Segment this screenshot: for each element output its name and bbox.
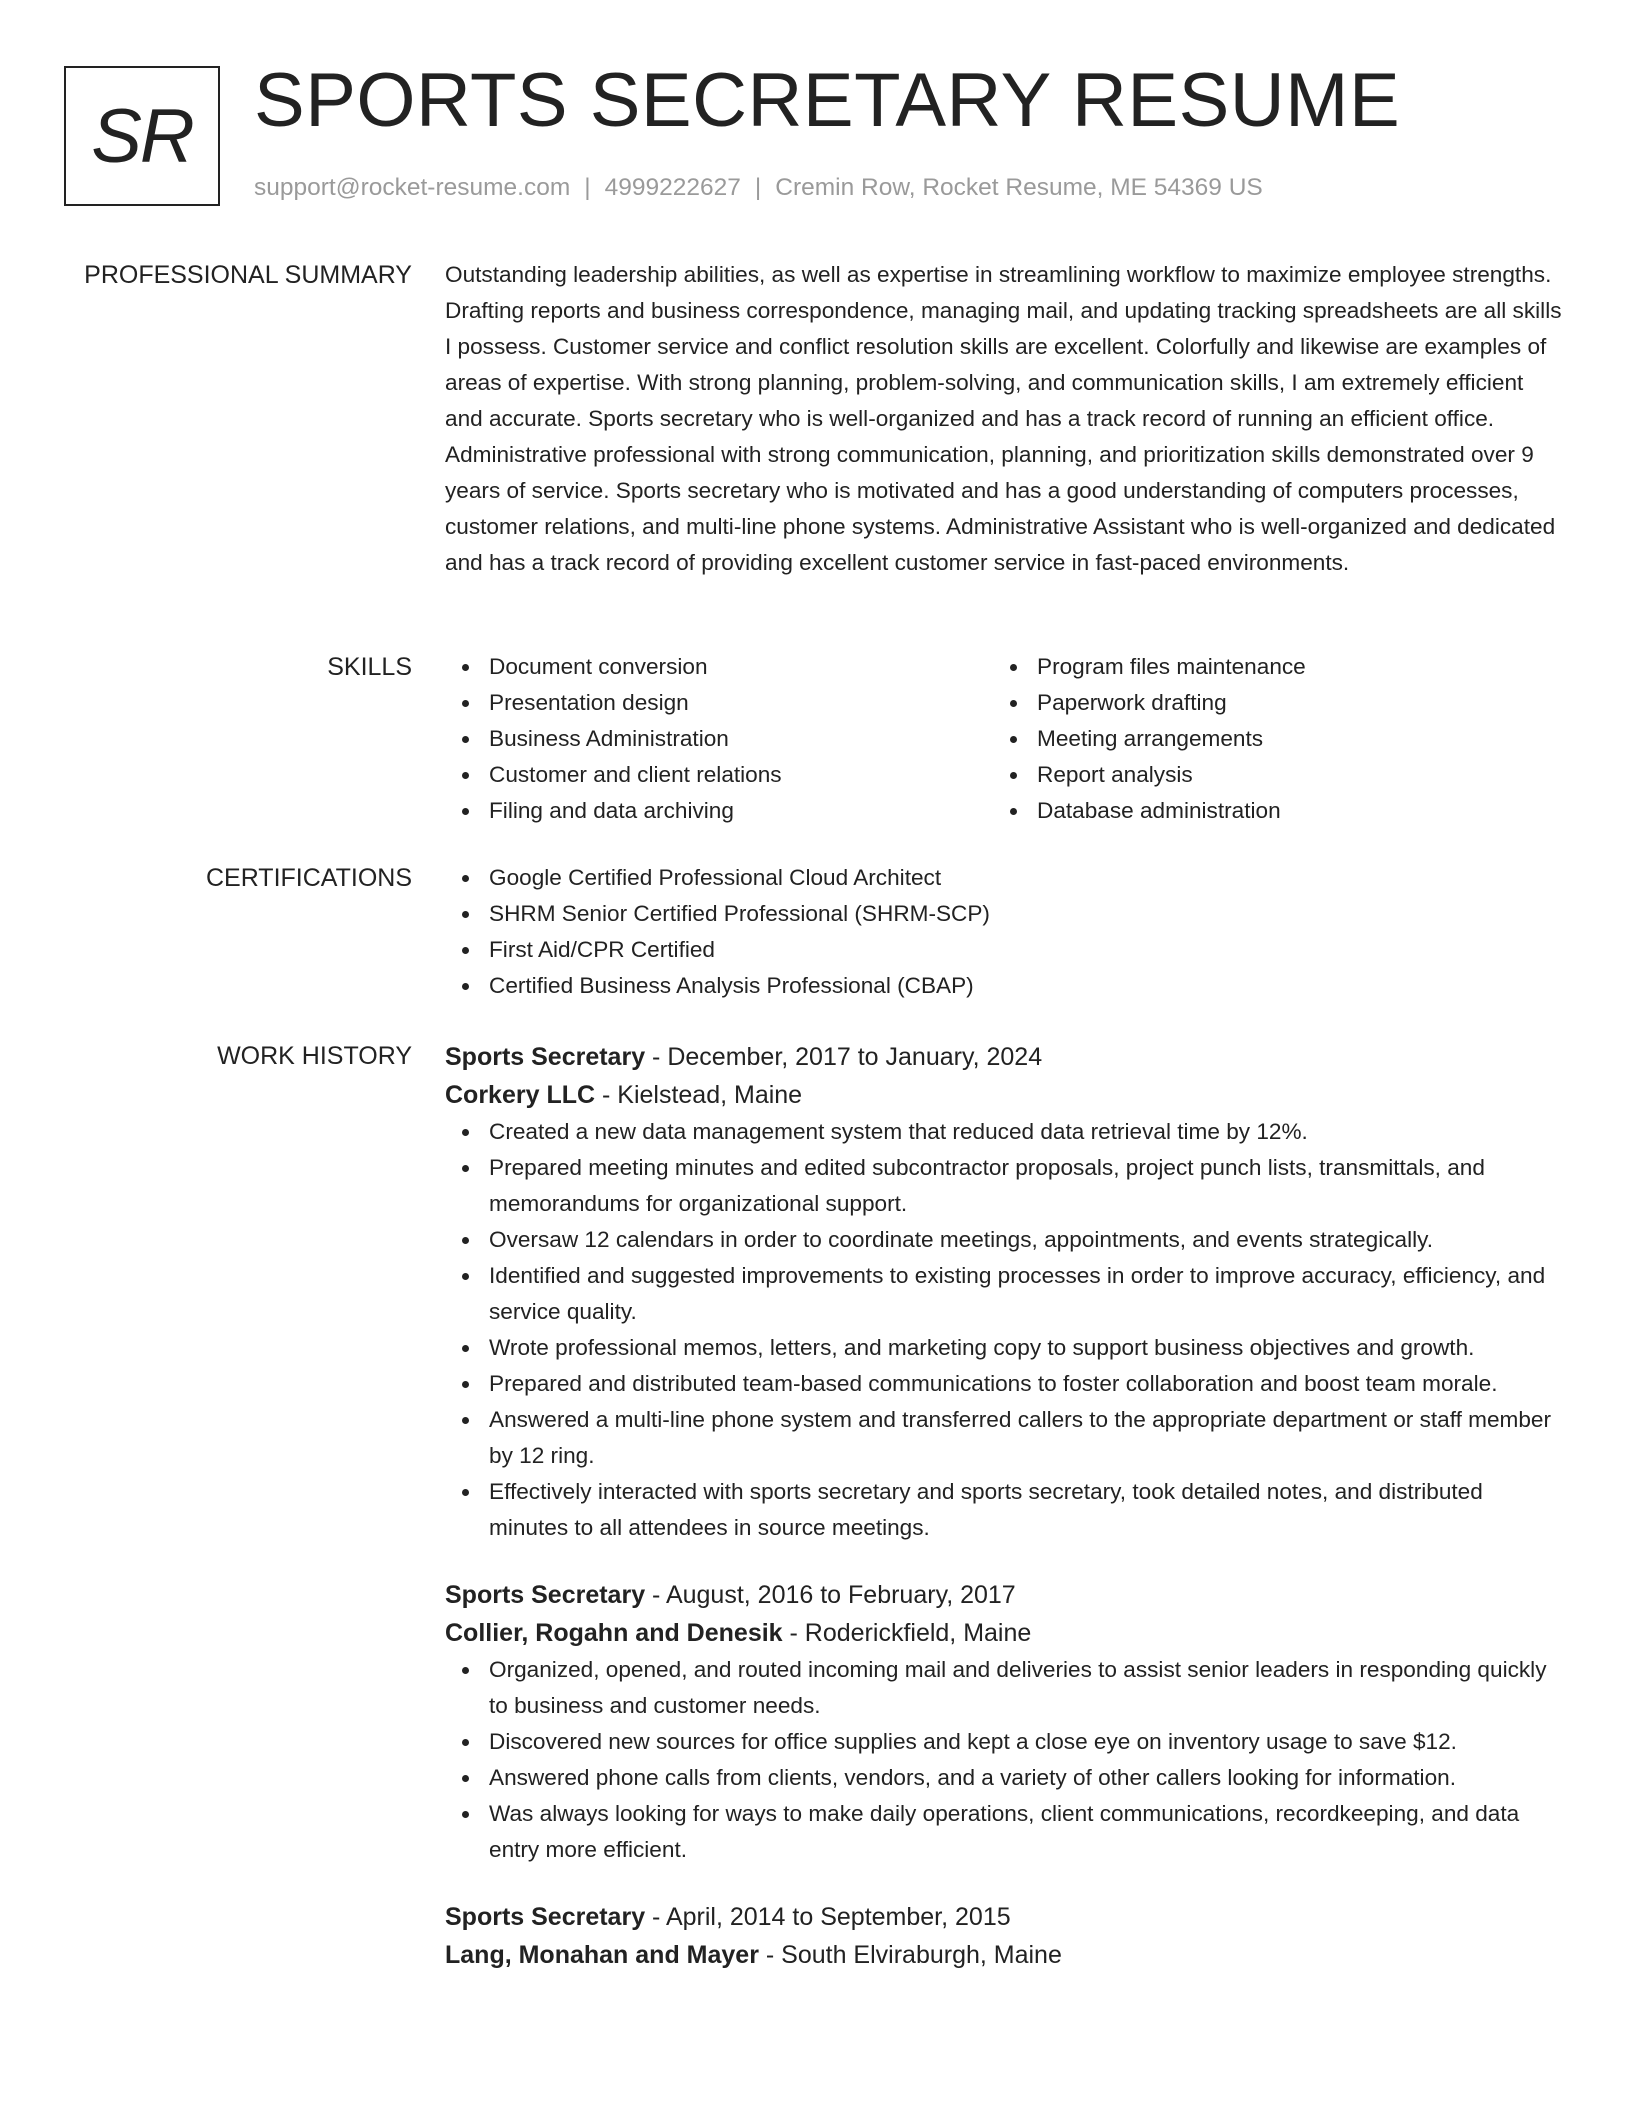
certification-item: SHRM Senior Certified Professional (SHRM-SCP) (445, 896, 1565, 932)
job-dates: - April, 2014 to September, 2015 (645, 1903, 1011, 1931)
skill-item: Report analysis (993, 757, 1541, 793)
job-company: Lang, Monahan and Mayer (445, 1941, 759, 1969)
skill-item: Meeting arrangements (993, 721, 1541, 757)
skills-list-right (993, 649, 1541, 829)
contact-separator: | (754, 174, 762, 201)
job-company-line (445, 1936, 1565, 1974)
skill-item: Customer and client relations (445, 757, 993, 793)
job-company: Collier, Rogahn and Denesik (445, 1619, 783, 1647)
skill-item: Program files maintenance (993, 649, 1541, 685)
job-bullet: Identified and suggested improvements to existing processes in order to improve accuracy, efficiency, and service quality. (445, 1258, 1565, 1330)
job-bullet: Oversaw 12 calendars in order to coordinate meetings, appointments, and events strategically. (445, 1222, 1565, 1258)
job-location: - South Elviraburgh, Maine (758, 1941, 1062, 1969)
job-bullet: Prepared and distributed team-based communications to foster collaboration and boost team morale. (445, 1366, 1565, 1402)
contact-address: Cremin Row, Rocket Resume, ME 54369 US (775, 174, 1263, 201)
summary-body (445, 257, 1565, 581)
certifications-body (445, 860, 1565, 1004)
skill-item: Paperwork drafting (993, 685, 1541, 721)
certification-item: Google Certified Professional Cloud Architect (445, 860, 1565, 896)
job-title-line (445, 1576, 1565, 1614)
job-bullets (445, 1114, 1565, 1546)
job-bullets (445, 1652, 1565, 1868)
certification-item: First Aid/CPR Certified (445, 932, 1565, 968)
skills-grid (445, 649, 1565, 829)
job-bullet: Organized, opened, and routed incoming mail and deliveries to assist senior leaders in responding quickly to business and customer needs. (445, 1652, 1565, 1724)
contact-line (254, 174, 1263, 202)
section-heading-certifications: CERTIFICATIONS (205, 864, 412, 892)
job-title: Sports Secretary (445, 1903, 646, 1931)
skill-item: Business Administration (445, 721, 993, 757)
certification-item: Certified Business Analysis Professional (CBAP) (445, 968, 1565, 1004)
job-company-line (445, 1614, 1565, 1652)
job-bullet: Prepared meeting minutes and edited subcontractor proposals, project punch lists, transmittals, and memorandums for organizational support. (445, 1150, 1565, 1222)
job-entry (445, 1038, 1565, 1546)
job-bullet: Answered a multi-line phone system and transferred callers to the appropriate department or staff member by 12 ring. (445, 1402, 1565, 1474)
job-bullet: Wrote professional memos, letters, and marketing copy to support business objectives and growth. (445, 1330, 1565, 1366)
job-title-line (445, 1038, 1565, 1076)
job-location: - Roderickfield, Maine (782, 1619, 1032, 1647)
job-dates: - August, 2016 to February, 2017 (645, 1581, 1016, 1609)
page-title: SPORTS SECRETARY RESUME (254, 58, 1401, 143)
work-history-body (445, 1038, 1565, 2004)
section-heading-summary: PROFESSIONAL SUMMARY (84, 261, 412, 289)
job-title: Sports Secretary (445, 1043, 646, 1071)
job-title: Sports Secretary (445, 1581, 646, 1609)
section-heading-work-history: WORK HISTORY (217, 1042, 412, 1070)
job-dates: - December, 2017 to January, 2024 (645, 1043, 1043, 1071)
skill-item: Presentation design (445, 685, 993, 721)
job-company-line (445, 1076, 1565, 1114)
summary-text: Outstanding leadership abilities, as well as expertise in streamlining workflow to maximize employee strengths. Drafting reports and business correspondence, managing mail, and updating tracking spreadsheets are all skills I possess. Customer service and conflict resolution skills are excellent. Colorfully and likewise are examples of areas of expertise. With strong planning, problem-solving, and communication skills, I am extremely efficient and accurate. Sports secretary who is well-organized and has a track record of running an efficient office. Administrative professional with strong communication, planning, and prioritization skills demonstrated over 9 years of service. Sports secretary who is motivated and has a good understanding of computers processes, customer relations, and multi-line phone systems. Administrative Assistant who is well-organized and dedicated and has a track record of providing excellent customer service in fast-paced environments. (445, 262, 1562, 575)
job-bullet: Discovered new sources for office supplies and kept a close eye on inventory usage to save $12. (445, 1724, 1565, 1760)
skills-list-left (445, 649, 993, 829)
job-company: Corkery LLC (445, 1081, 596, 1109)
job-entry (445, 1898, 1565, 1974)
job-bullet: Was always looking for ways to make daily operations, client communications, recordkeeping, and data entry more efficient. (445, 1796, 1565, 1868)
job-title-line (445, 1898, 1565, 1936)
monogram-logo: SR (64, 66, 220, 206)
job-bullet: Created a new data management system that reduced data retrieval time by 12%. (445, 1114, 1565, 1150)
contact-separator: | (584, 174, 591, 201)
skill-item: Document conversion (445, 649, 993, 685)
job-entry (445, 1576, 1565, 1868)
skill-item: Database administration (993, 793, 1541, 829)
contact-email: support@rocket-resume.com (254, 174, 571, 201)
job-bullet: Answered phone calls from clients, vendors, and a variety of other callers looking for information. (445, 1760, 1565, 1796)
contact-phone: 4999222627 (604, 174, 741, 201)
job-bullet: Effectively interacted with sports secretary and sports secretary, took detailed notes, and distributed minutes to all attendees in source meetings. (445, 1474, 1565, 1546)
job-location: - Kielstead, Maine (595, 1081, 803, 1109)
section-heading-skills: SKILLS (327, 653, 412, 681)
certifications-list (445, 860, 1565, 1004)
skill-item: Filing and data archiving (445, 793, 993, 829)
